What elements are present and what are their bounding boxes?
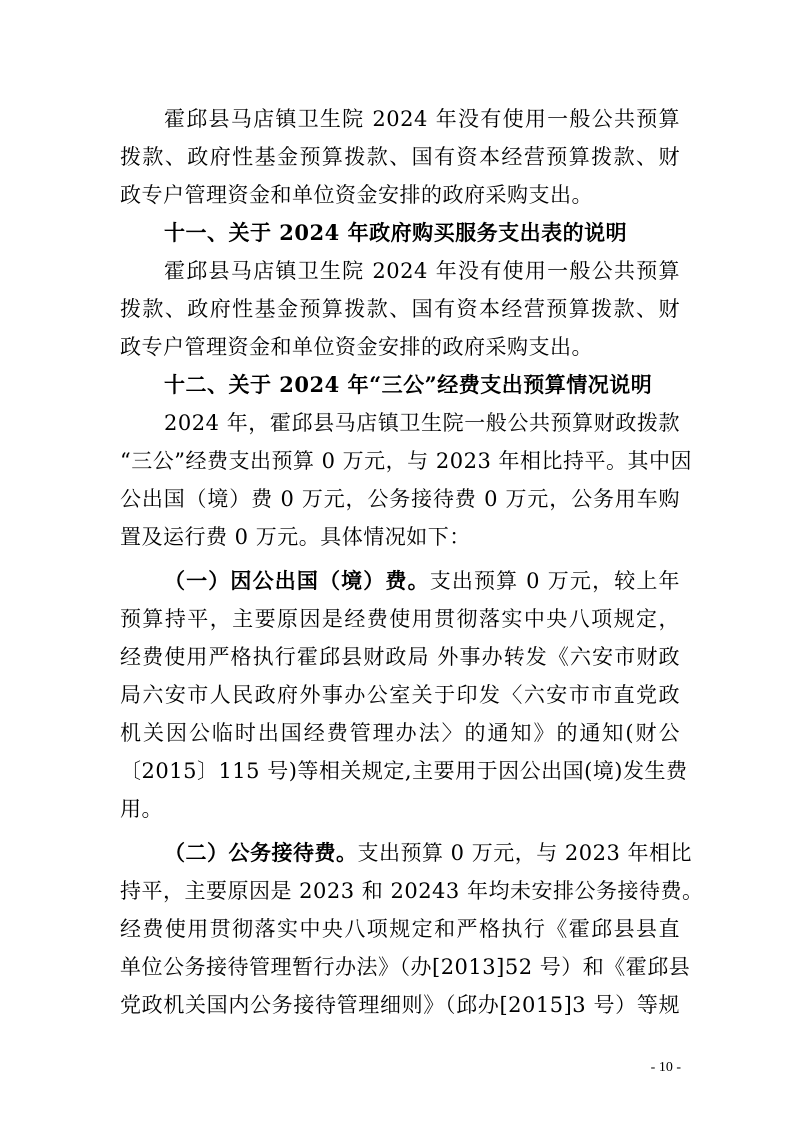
paragraph-line: 公出国（境）费 0 万元，公务接待费 0 万元，公务用车购 xyxy=(120,487,680,511)
paragraph-line: 局六安市人民政府外事办公室关于印发〈六安市市直党政 xyxy=(120,683,680,707)
paragraph-line: 〔2015〕115 号)等相关规定,主要用于因公出国(境)发生费 xyxy=(120,759,688,783)
paragraph-line: 2024 年，霍邱县马店镇卫生院一般公共预算财政拨款 xyxy=(164,411,680,435)
paragraph-line: 经费使用贯彻落实中央八项规定和严格执行《霍邱县县直 xyxy=(120,917,680,941)
paragraph-line: 拨款、政府性基金预算拨款、国有资本经营预算拨款、财 xyxy=(120,145,680,169)
paragraph-line: 预算持平，主要原因是经费使用贯彻落实中央八项规定， xyxy=(120,607,680,631)
paragraph-text: 支出预算 0 万元，较上年 xyxy=(429,569,680,593)
paragraph-line: 用。 xyxy=(120,797,163,821)
paragraph-line: 经费使用严格执行霍邱县财政局 外事办转发《六安市财政 xyxy=(120,645,680,669)
section-heading-11: 十一、关于 2024 年政府购买服务支出表的说明 xyxy=(164,220,628,245)
paragraph-line: 机关因公临时出国经费管理办法〉的通知》的通知(财公 xyxy=(120,721,680,745)
paragraph-line: 政专户管理资金和单位资金安排的政府采购支出。 xyxy=(120,183,593,207)
paragraph-line: 拨款、政府性基金预算拨款、国有资本经营预算拨款、财 xyxy=(120,297,680,321)
paragraph-line: 置及运行费 0 万元。具体情况如下： xyxy=(120,525,471,549)
paragraph-line: 党政机关国内公务接待管理细则》（邱办[2015]3 号）等规 xyxy=(120,993,680,1017)
paragraph-line: 政专户管理资金和单位资金安排的政府采购支出。 xyxy=(120,335,593,359)
subsection-title-reception: （二）公务接待费。 xyxy=(164,840,358,865)
paragraph-line: 持平，主要原因是 2023 和 20243 年均未安排公务接待费。 xyxy=(120,879,704,903)
page-number: - 10 - xyxy=(650,1060,681,1075)
paragraph-line xyxy=(164,837,693,869)
section-heading-12: 十二、关于 2024 年“三公”经费支出预算情况说明 xyxy=(164,372,653,397)
paragraph-line: “三公”经费支出预算 0 万元，与 2023 年相比持平。其中因 xyxy=(120,449,692,473)
subsection-title-travel: （一）因公出国（境）费。 xyxy=(164,568,430,593)
paragraph-line: 霍邱县马店镇卫生院 2024 年没有使用一般公共预算 xyxy=(164,107,680,131)
paragraph-line: 单位公务接待管理暂行办法》（办[2013]52 号）和《霍邱县 xyxy=(120,955,691,979)
paragraph-text: 支出预算 0 万元，与 2023 年相比 xyxy=(357,841,693,865)
paragraph-line xyxy=(164,565,680,597)
paragraph-line: 霍邱县马店镇卫生院 2024 年没有使用一般公共预算 xyxy=(164,259,680,283)
